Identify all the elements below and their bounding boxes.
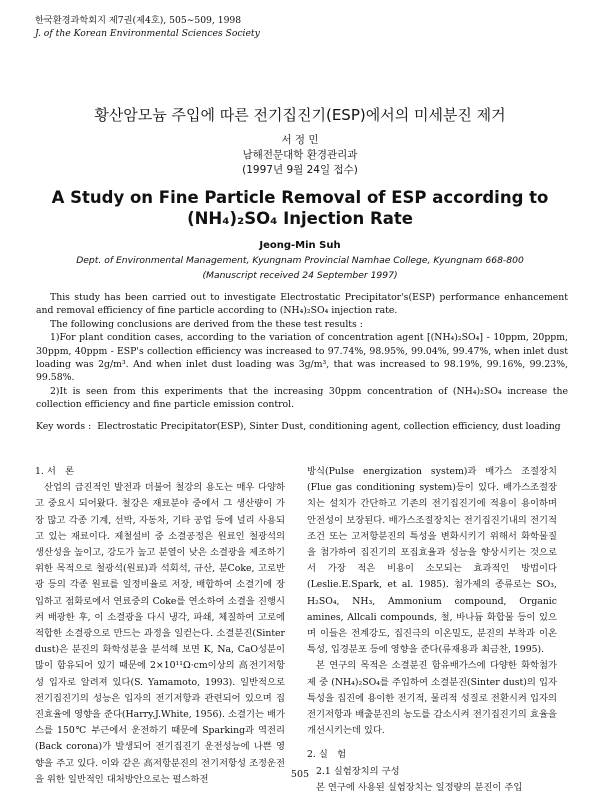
section-2-heading: 2. 실 험: [307, 749, 347, 761]
page-number: 505: [290, 769, 310, 780]
received-date-english: (Manuscript received 24 September 1997): [202, 270, 398, 281]
abstract-paragraph-3: 1)For plant condition cases, according to the variation of concentration agent [(NH₄)₂SO₄] - 10ppm, 20ppm, 30ppm, 40ppm - ESP's collection efficiency was increased to 97.74%, 98.95%, 99.04%, 99.47%, when inlet dust loading was 2g/m³. And when inlet dust loading was 3g/m³, that was increased to 98.19%, 99.16%, 99.23%, 99.58%.: [36, 332, 568, 384]
body-paragraph: 방식(Pulse energization system)과 배가스 조절장치(Flue gas conditioning system)등이 있다. 배가스조절장치는 설치가 간단하고 기존의 전기집진기에 적용이 용이하며 안전성이 보장된다. 배가스조절장치는 전기집진기내의 전기적조건 또는 고저항분진의 특성을 변화시키기 위해서 화학물질을 첨가하여 집진기의 포집효율과 성능을 향상시키는 것으로서 가장 적은 비용이 소모되는 효과적인 방법이다(Leslie.E.Spark, et al. 1985). 첨가제의 종류로는 SO₃, H₂SO₄, NH₃, Ammonium compound, Organic amines, Allcali compounds, 철, 바나듐 화합물 등이 있으며 이들은 전계강도, 집진극의 이온밀도, 분진의 부착과 이온특성, 입경분포 등에 영향을 준다(류재용과 최금찬, 1995).: [307, 466, 557, 656]
title-english-line1: A Study on Fine Particle Removal of ESP according to: [51, 188, 549, 207]
keywords-label: Key words :: [36, 421, 92, 432]
journal-name-en: J. of the Korean Environmental Sciences Society: [35, 28, 260, 39]
section-1-heading: 1. 서 론: [35, 466, 75, 477]
author-name-korean: 서 정 민: [281, 134, 319, 146]
body-paragraph: 본 연구에 사용된 실험장치는 일정량의 분진이 주입: [316, 781, 523, 793]
author-block-korean: [0, 133, 600, 178]
section-2-1-heading: 2.1 실험장치의 구성: [316, 765, 400, 777]
section-spacer: [307, 739, 557, 747]
title-english-line2: (NH₄)₂SO₄ Injection Rate: [187, 209, 413, 228]
body-paragraph: 본 연구의 목적은 소결분진 함유배가스에 다양한 화학첨가제 중 (NH₄)₂SO₄를 주입하여 소결분진(Sinter dust)의 입자특성을 집진에 용이한 전기적, 물리적 성질로 전환시켜 입자의 전기저항과 배출분진의 농도를 감소시켜 전기집진기의 효율을 개선시키는데 있다.: [307, 660, 557, 737]
abstract: [36, 291, 568, 412]
body-column-left: [35, 464, 285, 788]
body-column-right: [307, 464, 557, 796]
abstract-paragraph-2: The following conclusions are derived from the these test results :: [50, 318, 363, 330]
received-date-korean: (1997년 9월 24일 접수): [242, 164, 358, 176]
keywords-text: Electrostatic Precipitator(ESP), Sinter Dust, conditioning agent, collection efficiency, dust loading: [97, 421, 561, 432]
body-paragraph: 산업의 급진적인 발전과 더불어 철강의 용도는 매우 다양하고 중요시 되어왔다. 철강은 재료분야 중에서 그 생산량이 가장 많고 각종 기계, 선박, 자동차, 기타 공업 등에 널리 사용되고 있는 재료이다. 제철설비 중 소결공정은 원료인 철광석의 생산성을 높이고, 강도가 높고 분열이 낮은 소결광을 제조하기 위한 목적으로 철광석(원료)과 석회석, 규산, 분Coke, 고로반광 등의 각종 원료를 일정비율로 저장, 배합하여 소결기에 장입하고 점화로에서 연료중의 Coke를 연소하여 소결을 진행시켜 배광한 후, 이 소결광을 다시 냉각, 파쇄, 체질하여 고로에 적합한 소결광으로 만드는 과정을 일컫는다. 소결분진(Sinter dust)은 분진의 화학성분을 분석해 보면 K, Na, CaO성분이 많이 함유되어 있기 때문에 2×10¹¹Ω·cm이상의 高전기저항성 입자로 알려져 있다(S. Yamamoto, 1993). 일반적으로 전기집진기의 성능은 입자의 전기저항과 관련되어 있으며 집진효율에 영향을 준다(Harry.J.White, 1956). 소결기는 배가스를 150℃ 부근에서 운전하기 때문에 Sparking과 역전리(Back corona)가 발생되어 전기집진기 운전성능에 나쁜 영향을 주고 있다. 이와 같은 高저항분진의 전기저항성 조정운전을 위한 일반적인 대처방안으로는 펄스하전: [35, 482, 285, 785]
keywords: [36, 420, 568, 433]
journal-header: [35, 14, 260, 40]
title-korean: 황산암모늄 주입에 따른 전기집진기(ESP)에서의 미세분진 제거: [94, 106, 506, 124]
author-affiliation-korean: 남해전문대학 환경관리과: [242, 149, 358, 161]
author-affiliation-english: Dept. of Environmental Management, Kyungnam Provincial Namhae College, Kyungnam 668-800: [76, 255, 524, 266]
abstract-paragraph-1: This study has been carried out to investigate Electrostatic Precipitator's(ESP) performance enhancement and removal efficiency of fine particle according to (NH₄)₂SO₄ injection rate.: [36, 292, 568, 317]
journal-citation-ko: 한국환경과학회지 제7권(제4호), 505∼509, 1998: [35, 15, 242, 26]
abstract-paragraph-4: 2)It is seen from this experiments that the increasing 30ppm concentration of (NH₄)₂SO₄ increase the collection efficiency and fine particle emission control.: [36, 385, 568, 411]
author-block-english: [0, 238, 600, 283]
author-name-english: Jeong-Min Suh: [259, 240, 341, 251]
title-english: [0, 187, 600, 229]
